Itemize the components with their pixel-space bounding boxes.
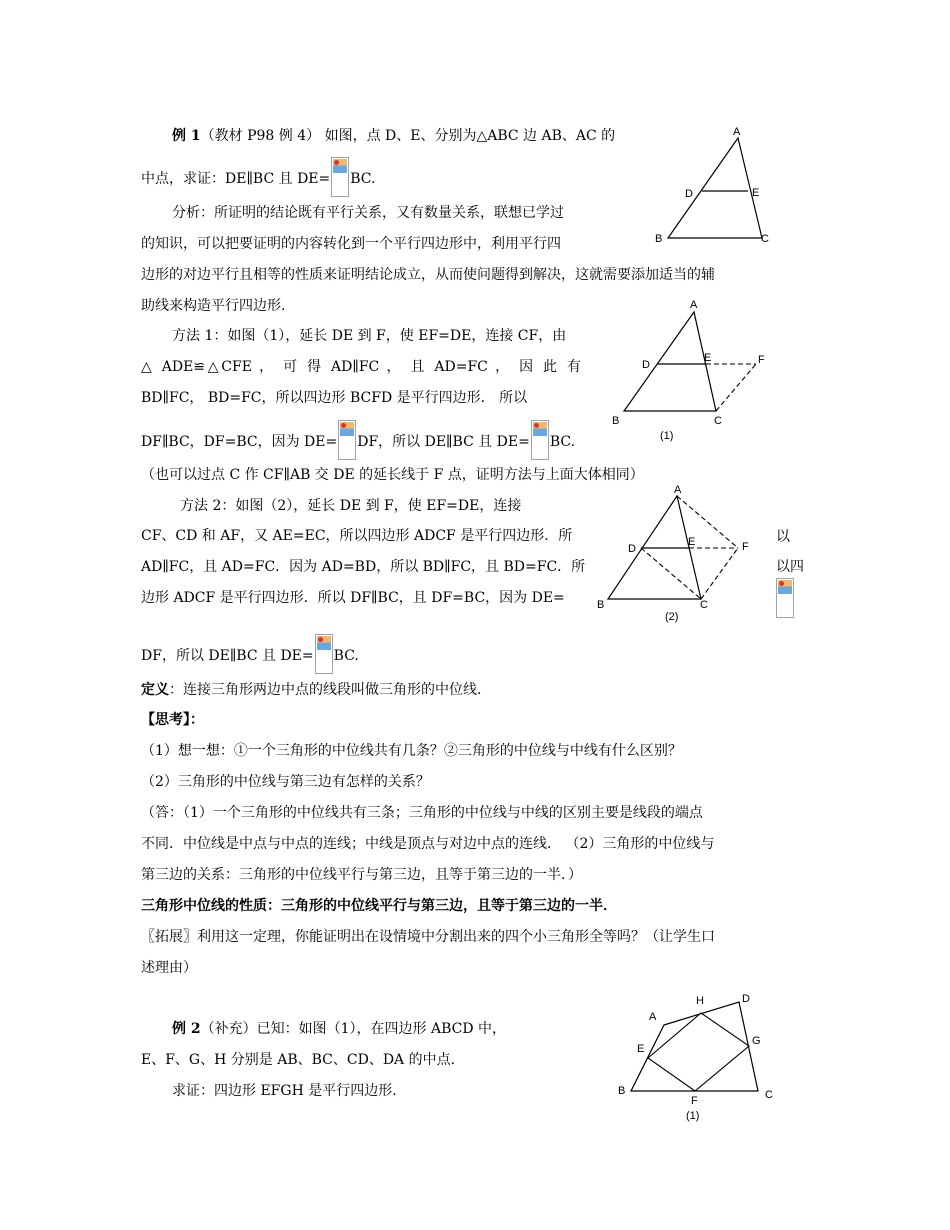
label-b: B (612, 415, 620, 427)
label-e: E (637, 1043, 645, 1055)
figure-caption: (2) (665, 611, 679, 623)
think-a2: 不同．中位线是中点与中点的连线；中线是顶点与对边中点的连线． （2）三角形的中位线与 (141, 836, 715, 852)
label-b: B (597, 599, 605, 611)
analysis-line1: 分析：所证明的结论既有平行关系，又有数量关系，联想已学过 (172, 205, 564, 221)
figure-method1 (605, 298, 785, 448)
label-a: A (649, 1011, 657, 1023)
analysis-line3: 边形的对边平行且相等的性质来证明结论成立，从而使问题得到解决，这就需要添加适当的辅 (141, 267, 715, 283)
label-f: F (691, 1095, 698, 1107)
fraction-image-icon (531, 420, 549, 460)
figure-caption: (1) (660, 430, 674, 442)
method1-line1: 方法 1：如图（1），延长 DE 到 F，使 EF=DE，连接 CF，由 (172, 328, 567, 344)
figure-caption: (1) (686, 1110, 700, 1122)
example1-line2: 中点，求证：DE∥BC 且 DE= BC. (141, 157, 375, 197)
example2-line3: 求证：四边形 EFGH 是平行四边形. (172, 1083, 397, 1099)
extend-line2: 述理由） (141, 960, 197, 976)
think-q2: （2）三角形的中位线与第三边有怎样的关系？ (141, 774, 430, 790)
method2-line4: 边形 ADCF 是平行四边形．所以 DF∥BC，且 DF=BC，因为 DE= (141, 590, 565, 606)
label-c: C (714, 415, 722, 427)
label-a: A (733, 126, 741, 138)
example2-line2: E、F、G、H 分别是 AB、BC、CD、DA 的中点. (141, 1052, 456, 1068)
label-c: C (700, 599, 708, 611)
method1-line4: DF∥BC，DF=BC，因为 DE= DF，所以 DE∥BC 且 DE= BC. (141, 420, 575, 460)
method2-line5: DF，所以 DE∥BC 且 DE= BC. (141, 634, 359, 674)
figure-method2 (592, 480, 767, 630)
label-e: E (704, 352, 712, 364)
label-a: A (674, 484, 682, 496)
method2-line2: CF、CD 和 AF，又 AE=EC，所以四边形 ADCF 是平行四边形．所 (141, 528, 573, 544)
label-g: G (752, 1035, 761, 1047)
example2-line1: 例 2（补充）已知：如图（1），在四边形 ABCD 中， (172, 1021, 507, 1037)
fraction-image-icon (776, 578, 794, 618)
analysis-line4: 助线来构造平行四边形. (141, 298, 286, 314)
think-a3: 第三边的关系：三角形的中位线平行与第三边，且等于第三边的一半．） (141, 867, 582, 883)
extend-line1: 〖拓展〗利用这一定理，你能证明出在设情境中分割出来的四个小三角形全等吗？（让学生口 (141, 929, 715, 945)
fraction-image-icon (315, 634, 333, 674)
figure-triangle-midline (645, 120, 785, 250)
label-d: D (642, 359, 650, 371)
method1-line3: BD∥FC， BD=FC，所以四边形 BCFD 是平行四边形． 所以 (141, 390, 528, 406)
definition-label: 定义 (141, 682, 169, 698)
label-b: B (618, 1085, 626, 1097)
example2-title: 例 2 (172, 1021, 201, 1037)
label-b: B (655, 233, 663, 245)
label-c: C (765, 1089, 773, 1101)
figure-quadrilateral (612, 988, 787, 1130)
analysis-line2: 的知识，可以把要证明的内容转化到一个平行四边形中，利用平行四 (141, 236, 561, 252)
think-q1: （1）想一想：①一个三角形的中位线共有几条？②三角形的中位线与中线有什么区别？ (141, 743, 682, 759)
label-e: E (688, 536, 696, 548)
label-d: D (628, 543, 636, 555)
fraction-image-icon (338, 420, 356, 460)
think-a1: （答：（1）一个三角形的中位线共有三条；三角形的中位线与中线的区别主要是线段的端点 (141, 805, 703, 821)
label-f: F (758, 354, 765, 366)
label-f: F (742, 541, 749, 553)
label-d: D (742, 993, 750, 1005)
method2-line3: AD∥FC，且 AD=FC．因为 AD=BD，所以 BD∥FC，且 BD=FC．所 (141, 559, 586, 575)
method1-line2: △ ADE≌△CFE ， 可 得 AD∥FC ， 且 AD=FC ， 因 此 有 (141, 359, 581, 375)
method2-side-text1: 以 (776, 529, 790, 545)
definition-line: 定义：连接三角形两边中点的线段叫做三角形的中位线. (141, 682, 482, 698)
label-c: C (761, 233, 769, 245)
property-statement: 三角形中位线的性质：三角形的中位线平行与第三边，且等于第三边的一半． (141, 898, 617, 914)
fraction-image-icon (331, 157, 349, 197)
label-h: H (696, 995, 704, 1007)
method1-note: （也可以过点 C 作 CF∥AB 交 DE 的延长线于 F 点，证明方法与上面大体相同） (141, 467, 644, 483)
label-e: E (752, 187, 760, 199)
method2-side-text2: 以四 (776, 559, 804, 575)
example1-line1: 例 1（教材 P98 例 4） 如图，点 D、E、分别为△ABC 边 AB、AC 的 (172, 128, 616, 144)
label-a: A (690, 299, 698, 311)
label-d: D (685, 188, 693, 200)
method2-line1: 方法 2：如图（2），延长 DE 到 F，使 EF=DE，连接 (180, 498, 522, 514)
example1-title: 例 1 (172, 128, 201, 144)
think-header: 【思考】： (141, 712, 204, 728)
